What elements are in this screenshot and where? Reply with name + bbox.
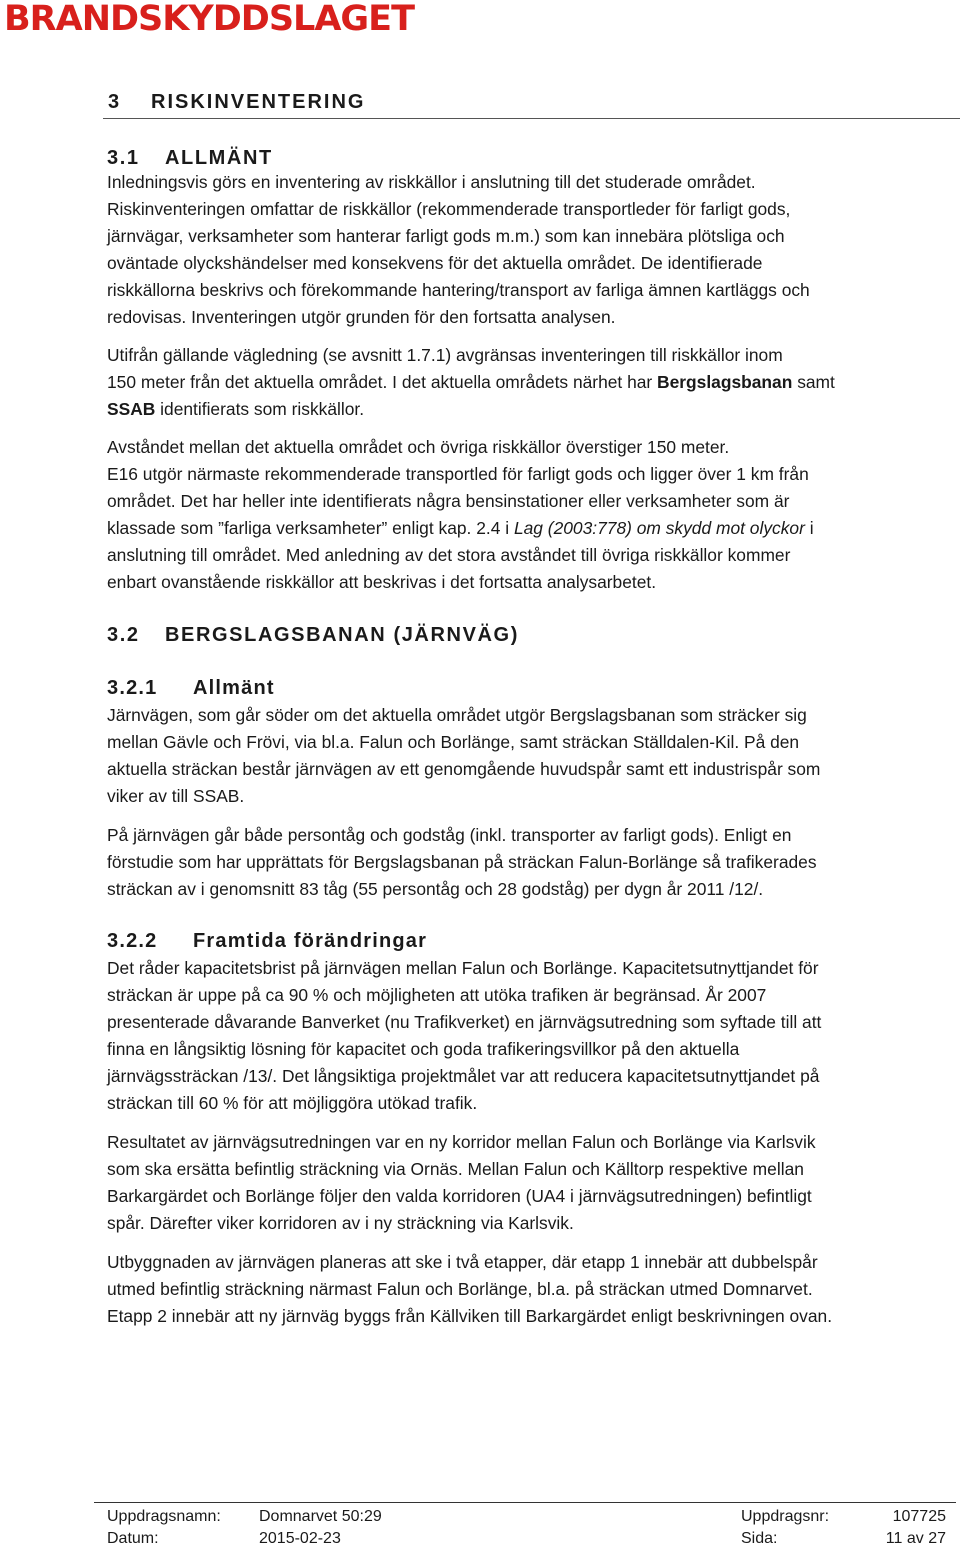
text-line: enbart ovanstående riskkällor att beskrivas i det fortsatta analysarbetet. bbox=[107, 572, 657, 592]
text-line: utmed befintlig sträckning närmast Falun och Borlänge, bl.a. på sträckan utmed Domnarvet. bbox=[107, 1279, 813, 1299]
text-line: På järnvägen går både persontåg och godståg (inkl. transporter av farligt gods). Enligt en bbox=[107, 825, 792, 845]
text-line: aktuella sträckan består järnvägen av ett genomgående huvudspår samt ett industrispår som bbox=[107, 759, 821, 779]
bold-term: SSAB bbox=[107, 399, 156, 419]
footer-date-value: 2015-02-23 bbox=[259, 1530, 341, 1547]
text-span: samt bbox=[792, 372, 835, 392]
paragraph bbox=[107, 822, 955, 903]
text-line: presenterade dåvarande Banverket (nu Trafikverket) en järnvägsutredning som syftade till att bbox=[107, 1012, 822, 1032]
text-line: Järnvägen, som går söder om det aktuella området utgör Bergslagsbanan som sträcker sig bbox=[107, 705, 807, 725]
text-line: Barkargärdet och Borlänge följer den valda korridoren (UA4 i järnvägsutredningen) befintligt bbox=[107, 1186, 812, 1206]
text-line bbox=[107, 515, 955, 542]
text-line: som ska ersätta befintlig sträckning via Ornäs. Mellan Falun och Källtorp respektive mellan bbox=[107, 1159, 804, 1179]
section-title: Framtida förändringar bbox=[193, 930, 428, 952]
section-number: 3.2 bbox=[107, 624, 140, 646]
text-line: Avståndet mellan det aktuella området och övriga riskkällor överstiger 150 meter. bbox=[107, 437, 730, 457]
section-title: BERGSLAGSBANAN (JÄRNVÄG) bbox=[165, 624, 519, 646]
text-line: redovisas. Inventeringen utgör grunden för den fortsatta analysen. bbox=[107, 307, 616, 327]
text-line: sträckan är uppe på ca 90 % och möjligheten att utöka trafiken är begränsad. År 2007 bbox=[107, 985, 767, 1005]
footer-name-value: Domnarvet 50:29 bbox=[259, 1508, 382, 1525]
brand-logo: BRANDSKYDDSLAGET bbox=[4, 0, 414, 39]
text-line: Inledningsvis görs en inventering av riskkällor i anslutning till det studerade området. bbox=[107, 172, 756, 192]
footer-nr-value: 107725 bbox=[892, 1508, 946, 1525]
document-body bbox=[107, 86, 955, 1330]
text-line bbox=[107, 396, 955, 423]
paragraph bbox=[107, 1129, 955, 1237]
paragraph bbox=[107, 702, 955, 810]
paragraph bbox=[107, 1249, 955, 1330]
text-line: anslutning till området. Med anledning av det stora avståndet till övriga riskkällor kommer bbox=[107, 545, 791, 565]
text-line: oväntade olyckshändelser med konsekvens för det aktuella området. De identifierade bbox=[107, 253, 763, 273]
text-line: järnvägssträckan /13/. Det långsiktiga projektmålet var att reducera kapacitetsutnyttjandet på bbox=[107, 1066, 820, 1086]
text-line: viker av till SSAB. bbox=[107, 786, 245, 806]
text-line: Riskinventeringen omfattar de riskkällor (rekommenderade transportleder för farligt gods, bbox=[107, 199, 791, 219]
law-reference: Lag (2003:778) om skydd mot olyckor bbox=[513, 518, 805, 538]
text-line: förstudie som har upprättats för Bergslagsbanan på sträckan Falun-Borlänge så trafikerades bbox=[107, 852, 817, 872]
text-span: 150 meter från det aktuella området. I det aktuella områdets närhet har bbox=[107, 372, 658, 392]
section-title: Allmänt bbox=[193, 677, 275, 699]
footer-date-label: Datum: bbox=[107, 1530, 159, 1547]
footer-page-label: Sida: bbox=[741, 1530, 778, 1547]
section-3-2-2-heading bbox=[107, 927, 955, 955]
footer-name-label: Uppdragsnamn: bbox=[107, 1508, 221, 1525]
text-line: Utbyggnaden av järnvägen planeras att ske i två etapper, där etapp 1 innebär att dubbelspår bbox=[107, 1252, 818, 1272]
paragraph bbox=[107, 434, 955, 596]
text-line: sträckan av i genomsnitt 83 tåg (55 persontåg och 28 godståg) per dygn år 2011 /12/. bbox=[107, 879, 764, 899]
text-span: i bbox=[804, 518, 814, 538]
text-line: Utifrån gällande vägledning (se avsnitt 1.7.1) avgränsas inventeringen till riskkällor inom bbox=[107, 345, 783, 365]
footer-rule bbox=[94, 1502, 956, 1503]
section-number: 3.2.1 bbox=[107, 677, 158, 699]
section-3-heading bbox=[107, 86, 955, 118]
section-number: 3.1 bbox=[107, 147, 140, 169]
text-line: Det råder kapacitetsbrist på järnvägen mellan Falun och Borlänge. Kapacitetsutnyttjandet för bbox=[107, 958, 819, 978]
paragraph bbox=[107, 169, 955, 331]
text-line: E16 utgör närmaste rekommenderade transportled för farligt gods och ligger över 1 km från bbox=[107, 464, 809, 484]
text-line: Resultatet av järnvägsutredningen var en ny korridor mellan Falun och Borlänge via Karlsvik bbox=[107, 1132, 816, 1152]
text-line: riskkällorna beskrivs och förekommande hantering/transport av farliga ämnen kartläggs och bbox=[107, 280, 810, 300]
section-title: RISKINVENTERING bbox=[151, 91, 366, 113]
bold-term: Bergslagsbanan bbox=[657, 372, 793, 392]
section-number: 3 bbox=[108, 91, 122, 113]
paragraph bbox=[107, 342, 955, 423]
footer-nr-label: Uppdragsnr: bbox=[741, 1508, 830, 1525]
text-line bbox=[107, 369, 955, 396]
section-3-2-heading bbox=[107, 620, 955, 650]
text-line: området. Det har heller inte identifierats några bensinstationer eller verksamheter som är bbox=[107, 491, 790, 511]
text-line: sträckan till 60 % för att möjliggöra utökad trafik. bbox=[107, 1093, 478, 1113]
text-line: Etapp 2 innebär att ny järnväg byggs från Källviken till Barkargärdet enligt beskrivningen ovan. bbox=[107, 1306, 833, 1326]
text-span: identifierats som riskkällor. bbox=[155, 399, 365, 419]
section-title: ALLMÄNT bbox=[165, 147, 273, 169]
text-span: klassade som ”farliga verksamheter” enligt kap. 2.4 i bbox=[107, 518, 514, 538]
text-line: mellan Gävle och Frövi, via bl.a. Falun och Borlänge, samt sträckan Ställdalen-Kil. På den bbox=[107, 732, 800, 752]
footer-page-value: 11 av 27 bbox=[885, 1530, 946, 1547]
paragraph bbox=[107, 955, 955, 1117]
text-line: finna en långsiktig lösning för kapacitet och goda trafikeringsvillkor på den aktuella bbox=[107, 1039, 740, 1059]
text-line: järnvägar, verksamheter som hanterar farligt gods m.m.) som kan innebära plötsliga och bbox=[107, 226, 785, 246]
text-line: spår. Därefter viker korridoren av i ny sträckning via Karlsvik. bbox=[107, 1213, 574, 1233]
section-number: 3.2.2 bbox=[107, 930, 158, 952]
section-3-2-1-heading bbox=[107, 674, 955, 702]
